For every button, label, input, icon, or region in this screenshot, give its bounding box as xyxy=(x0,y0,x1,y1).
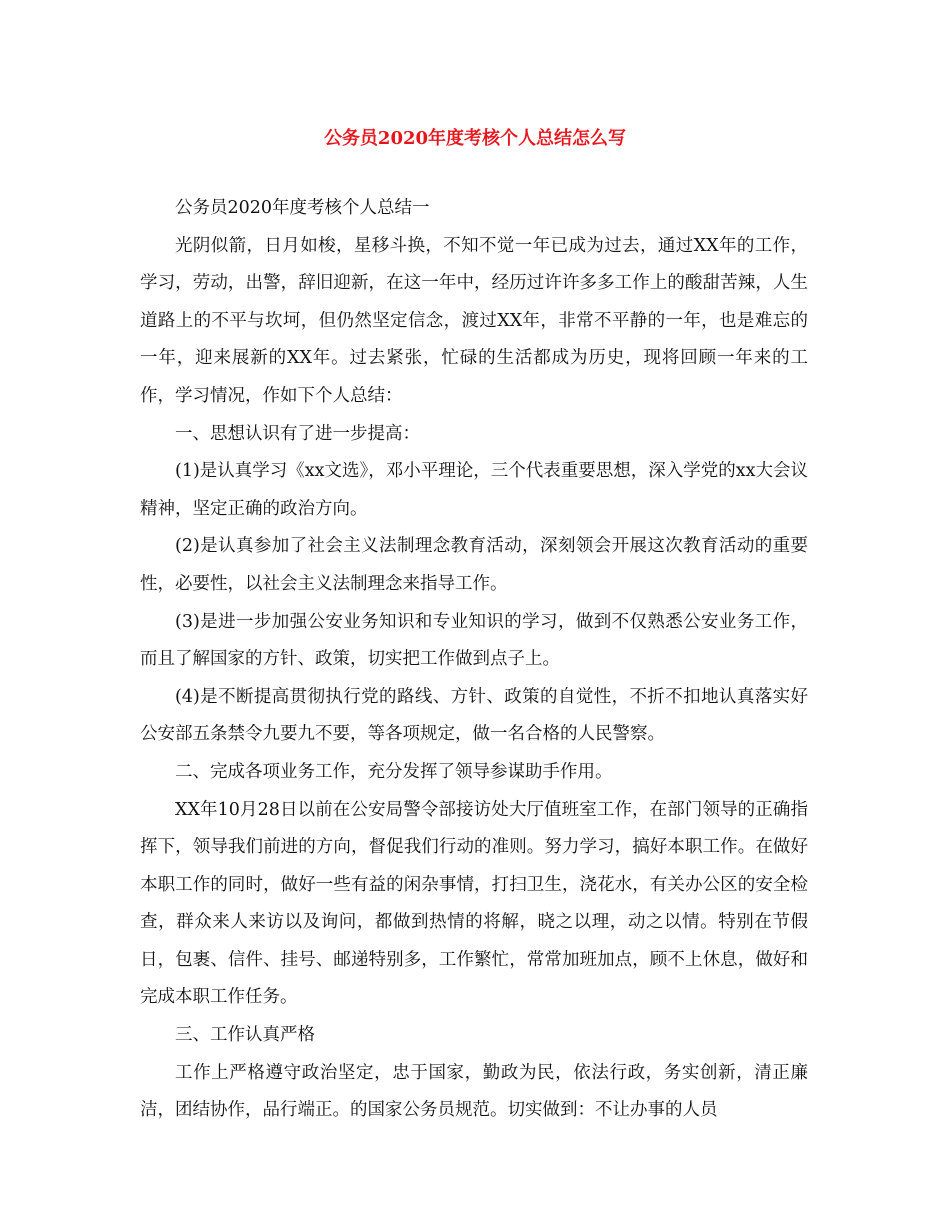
paragraph-item-2: (2)是认真参加了社会主义法制理念教育活动，深刻领会开展这次教育活动的重要性，必要性，以社会主义法制理念来指导工作。 xyxy=(140,536,808,594)
paragraph-item-1: (1)是认真学习《xx文选》，邓小平理论，三个代表重要思想，深入学党的xx大会议精神，坚定正确的政治方向。 xyxy=(140,461,809,519)
paragraph-subtitle: 公务员2020年度考核个人总结一 xyxy=(175,198,430,218)
paragraph-intro: 光阴似箭，日月如梭，星移斗换，不知不觉一年已成为过去，通过XX年的工作，学习，劳动，出警，辞旧迎新，在这一年中，经历过许许多多工作上的酸甜苦辣，人生道路上的不平与坎坷，但仍然坚定信念，渡过XX年，非常不平静的一年，也是难忘的一年，迎来展新的XX年。过去紧张，忙碌的生活都成为历史，现将回顾一年来的工作，学习情况，作如下个人总结： xyxy=(140,235,808,406)
document-body xyxy=(140,190,808,1130)
paragraph-item-4: (4)是不断提高贯彻执行党的路线、方针、政策的自觉性，不折不扣地认真落实好公安部五条禁令九要九不要，等各项规定，做一名合格的人民警察。 xyxy=(140,686,808,745)
document-title: 公务员2020年度考核个人总结怎么写 xyxy=(323,128,627,149)
paragraph-item-3: (3)是进一步加强公安业务知识和专业知识的学习，做到不仅熟悉公安业务工作，而且了解国家的方针、政策，切实把工作做到点子上。 xyxy=(140,611,808,670)
section-heading-3: 三、工作认真严格 xyxy=(175,1025,315,1046)
section-heading-2: 二、完成各项业务工作，充分发挥了领导参谋助手作用。 xyxy=(175,761,613,782)
paragraph-work: XX年10月28日以前在公安局警令部接访处大厅值班室工作，在部门领导的正确指挥下，领导我们前进的方向，督促我们行动的准则。努力学习，搞好本职工作。在做好本职工作的同时，做好一些有益的闲杂事情，打扫卫生，浇花水，有关办公区的安全检查，群众来人来访以及询问，都做到热情的将解，晓之以理，动之以情。特别在节假日，包裹、信件、挂号、邮递特别多，工作繁忙，常常加班加点，顾不上休息，做好和完成本职工作任务。 xyxy=(140,799,808,1008)
section-heading-1: 一、思想认识有了进一步提高： xyxy=(175,423,420,444)
paragraph-discipline: 工作上严格遵守政治坚定，忠于国家，勤政为民，依法行政，务实创新，清正廉洁，团结协作，品行端正。的国家公务员规范。切实做到：不让办事的人员 xyxy=(140,1062,808,1121)
